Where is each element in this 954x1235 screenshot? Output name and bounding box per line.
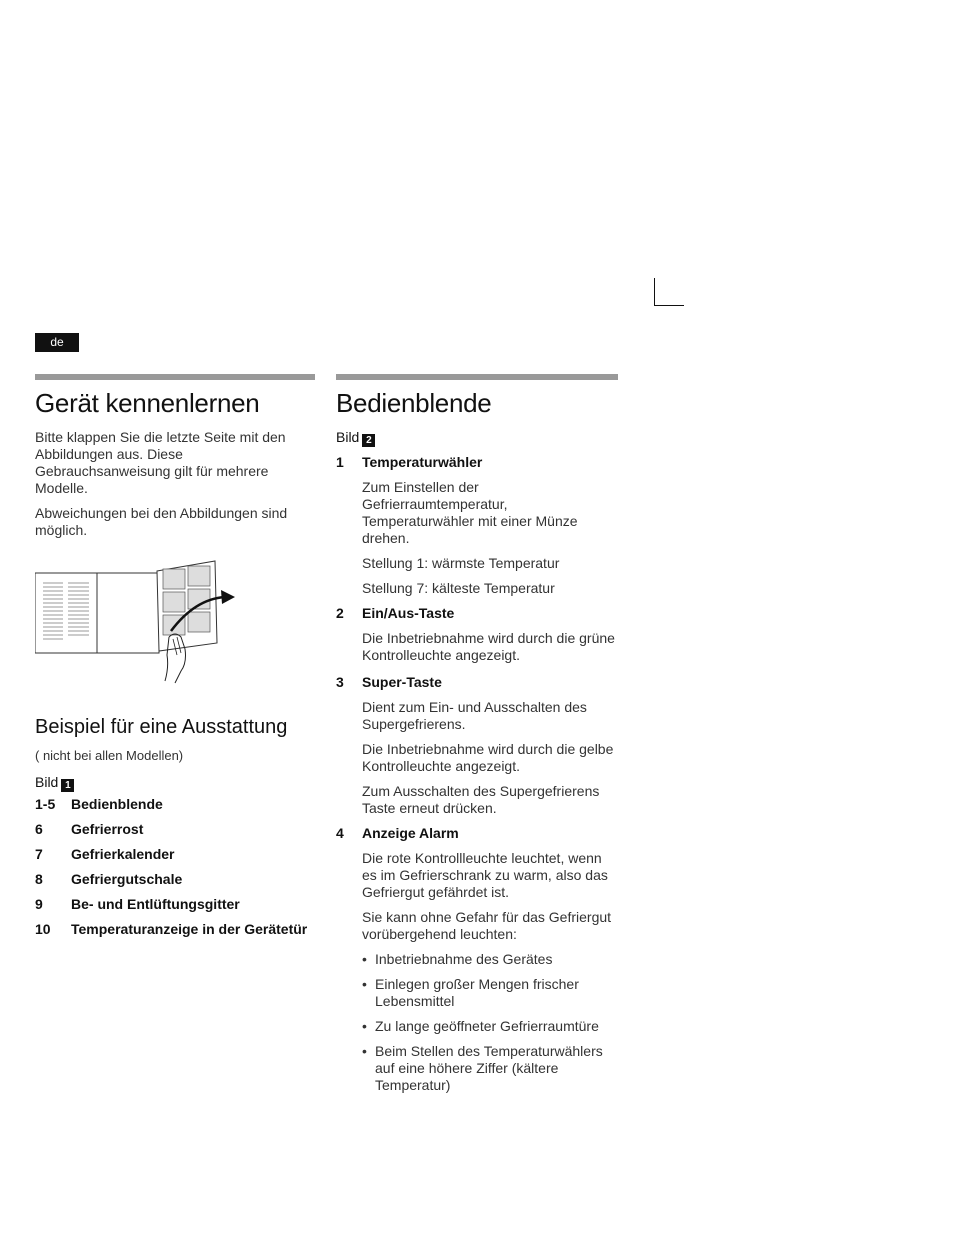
control-item-super-button [336,674,618,817]
part-number: 10 [35,921,51,937]
intro-paragraph-1: Bitte klappen Sie die letzte Seite mit den Abbildungen aus. Diese Gebrauchsanweisung gilt für mehrere Modelle. [35,429,286,496]
list-item: • Zu lange geöffneter Gefrierraumtüre [362,1018,618,1035]
section-rule [35,374,315,380]
left-column [35,374,315,946]
crop-mark [654,278,684,306]
right-column [336,374,618,1102]
part-label: Be- und Entlüftungsgitter [71,896,240,912]
list-item: • Beim Stellen des Temperaturwählers auf eine höhere Ziffer (kältere Temperatur) [362,1043,618,1094]
list-item [35,871,315,888]
control-item-alarm-indicator [336,825,618,1094]
figure-number-badge: 1 [61,779,74,792]
list-item [35,921,315,938]
part-number: 8 [35,871,43,887]
item-paragraph: Zum Ausschalten des Supergefrierens Taste erneut drücken. [362,783,600,816]
item-number: 3 [336,674,344,690]
manual-foldout-illustration [35,559,245,687]
figure-reference-1 [35,774,315,792]
list-item: • Inbetriebnahme des Gerätes [362,951,618,968]
part-label: Temperaturanzeige in der Gerätetür [71,921,308,937]
item-paragraph: Stellung 1: wärmste Temperatur [362,555,560,571]
item-title: Anzeige Alarm [362,825,459,841]
list-item [35,821,315,838]
list-item: • Einlegen großer Mengen frischer Lebensmittel [362,976,618,1010]
figure-number-badge: 2 [362,434,375,447]
control-item-power-button [336,605,618,664]
part-label: Gefriergutschale [71,871,183,887]
item-paragraph: Sie kann ohne Gefahr für das Gefriergut vorübergehend leuchten: [362,909,612,942]
subsection-title-ausstattung: Beispiel für eine Ausstattung [35,716,288,738]
list-item [35,846,315,863]
part-number: 6 [35,821,43,837]
control-item-temperature-selector [336,454,618,597]
item-title: Temperaturwähler [362,454,483,470]
item-paragraph: Zum Einstellen der Gefrierraumtemperatur, Temperaturwähler mit einer Münze drehen. [362,479,578,546]
list-item [35,796,315,813]
part-number: 7 [35,846,43,862]
parts-list [35,796,315,938]
part-label: Gefrierrost [71,821,144,837]
intro-paragraph-2: Abweichungen bei den Abbildungen sind möglich. [35,505,288,538]
alarm-reasons-list [362,951,618,1094]
item-title: Super-Taste [362,674,442,690]
figure-reference-label: Bild [336,429,360,445]
part-label: Gefrierkalender [71,846,175,862]
section-rule [336,374,618,380]
item-number: 4 [336,825,344,841]
item-paragraph: Die Inbetriebnahme wird durch die grüne Kontrolleuchte angezeigt. [362,630,615,663]
language-badge: de [35,333,79,352]
item-paragraph: Die rote Kontrollleuchte leuchtet, wenn es im Gefrierschrank zu warm, also das Gefriergut gefährdet ist. [362,850,608,900]
part-number: 9 [35,896,43,912]
section-title-geraet: Gerät kennenlernen [35,388,260,418]
item-number: 2 [336,605,344,621]
item-paragraph: Stellung 7: kälteste Temperatur [362,580,555,596]
part-label: Bedienblende [71,796,163,812]
figure-reference-2 [336,429,618,447]
item-paragraph: Dient zum Ein- und Ausschalten des Supergefrierens. [362,699,587,732]
figure-reference-label: Bild [35,774,59,790]
model-note: ( nicht bei allen Modellen) [35,748,184,763]
item-number: 1 [336,454,344,470]
part-number: 1-5 [35,796,56,812]
list-item [35,896,315,913]
item-title: Ein/Aus-Taste [362,605,455,621]
item-paragraph: Die Inbetriebnahme wird durch die gelbe Kontrolleuchte angezeigt. [362,741,614,774]
section-title-bedienblende: Bedienblende [336,388,492,418]
